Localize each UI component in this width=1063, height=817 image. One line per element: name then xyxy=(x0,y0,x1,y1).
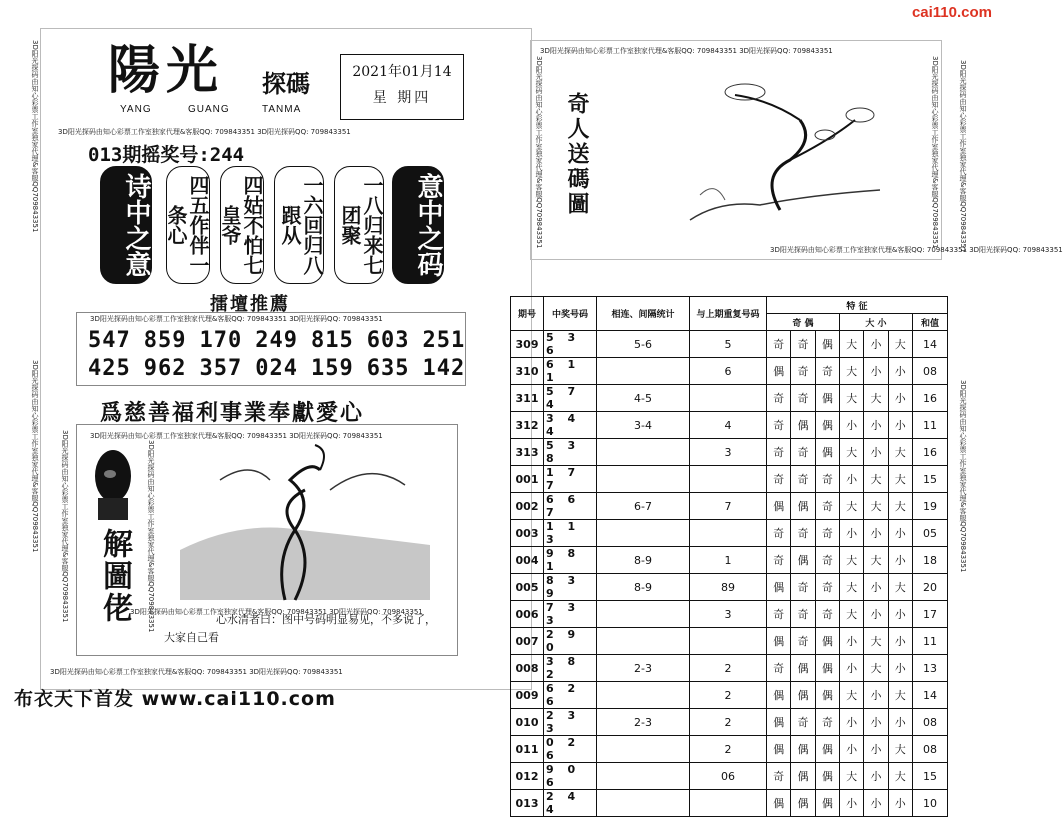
date-box xyxy=(340,54,464,120)
draw-number: 244 xyxy=(209,144,245,166)
cell-digits: 6 1 1 xyxy=(544,358,597,385)
cell-period: 009 xyxy=(511,682,544,709)
cell-repeat xyxy=(690,628,767,655)
cell-repeat: 5 xyxy=(690,331,767,358)
cell-bigsmall: 小 xyxy=(864,709,888,736)
cell-bigsmall: 小 xyxy=(888,358,912,385)
watermark-line-mid: 3D阳光探码由知心彩票工作室独家代理&客服QQ: 709843351 3D阳光探码QQ: 709843351 xyxy=(90,315,383,323)
recommend-number: 159 xyxy=(311,356,354,381)
cell-bigsmall: 小 xyxy=(888,547,912,574)
cell-oddeven: 偶 xyxy=(767,574,791,601)
cell-oddeven: 奇 xyxy=(767,763,791,790)
cell-sum: 14 xyxy=(912,682,947,709)
table-row xyxy=(511,547,948,574)
cell-oddeven: 偶 xyxy=(767,628,791,655)
cell-oddeven: 奇 xyxy=(815,358,839,385)
side-watermark-qi-right: 3D阳光探码由知心彩票工作室独家代理&客服QQ709843351 xyxy=(931,56,939,249)
cell-repeat: 3 xyxy=(690,439,767,466)
cell-bigsmall: 大 xyxy=(888,439,912,466)
cell-sum: 16 xyxy=(912,385,947,412)
cell-bigsmall: 小 xyxy=(888,520,912,547)
cell-bigsmall: 大 xyxy=(864,547,888,574)
cell-repeat: 4 xyxy=(690,412,767,439)
cell-repeat xyxy=(690,385,767,412)
caption-line-2: 大家自己看 xyxy=(164,631,219,644)
cell-oddeven: 奇 xyxy=(815,493,839,520)
cell-bigsmall: 大 xyxy=(839,493,863,520)
cell-sum: 15 xyxy=(912,763,947,790)
cell-oddeven: 奇 xyxy=(767,547,791,574)
cell-sum: 10 xyxy=(912,790,947,817)
cell-oddeven: 偶 xyxy=(815,736,839,763)
cell-bigsmall: 小 xyxy=(864,790,888,817)
cell-oddeven: 奇 xyxy=(791,520,815,547)
side-watermark-jie-inner: 3D阳光探码由知心彩票工作室独家代理&客服QQ709843351 xyxy=(147,440,155,633)
cell-adjacent xyxy=(597,358,690,385)
recommend-number: 635 xyxy=(366,356,410,381)
date-text: 2021年01月14 xyxy=(352,64,452,80)
table-row xyxy=(511,763,948,790)
cell-adjacent xyxy=(597,790,690,817)
cell-repeat: 89 xyxy=(690,574,767,601)
cell-repeat: 2 xyxy=(690,736,767,763)
cell-sum: 08 xyxy=(912,736,947,763)
cell-oddeven: 偶 xyxy=(767,493,791,520)
cell-sum: 14 xyxy=(912,331,947,358)
cell-oddeven: 偶 xyxy=(791,412,815,439)
history-table xyxy=(510,296,948,817)
cell-repeat: 6 xyxy=(690,358,767,385)
cell-bigsmall: 大 xyxy=(864,466,888,493)
recommend-number: 249 xyxy=(255,328,298,353)
cell-bigsmall: 大 xyxy=(839,547,863,574)
poem-line-4: 一八归来七团聚 xyxy=(334,166,384,284)
cell-bigsmall: 大 xyxy=(839,331,863,358)
col-oddeven: 奇 偶 xyxy=(767,314,840,331)
cell-repeat: 2 xyxy=(690,655,767,682)
recommend-number: 547 xyxy=(88,328,131,353)
roman-yang: YANG xyxy=(120,104,152,115)
cell-bigsmall: 大 xyxy=(864,385,888,412)
cell-sum: 19 xyxy=(912,493,947,520)
cell-sum: 13 xyxy=(912,655,947,682)
cell-oddeven: 偶 xyxy=(791,736,815,763)
cell-adjacent xyxy=(597,736,690,763)
cell-period: 003 xyxy=(511,520,544,547)
cell-oddeven: 偶 xyxy=(815,682,839,709)
cell-bigsmall: 大 xyxy=(864,493,888,520)
table-row xyxy=(511,790,948,817)
cell-oddeven: 奇 xyxy=(791,439,815,466)
cell-bigsmall: 小 xyxy=(888,655,912,682)
cell-bigsmall: 大 xyxy=(888,331,912,358)
cell-adjacent xyxy=(597,682,690,709)
cell-digits: 5 3 6 xyxy=(544,331,597,358)
cell-oddeven: 奇 xyxy=(791,331,815,358)
cell-adjacent: 3-4 xyxy=(597,412,690,439)
cell-period: 004 xyxy=(511,547,544,574)
cell-digits: 5 7 4 xyxy=(544,385,597,412)
cell-bigsmall: 大 xyxy=(839,601,863,628)
cell-bigsmall: 小 xyxy=(864,763,888,790)
recommend-number: 603 xyxy=(366,328,410,353)
cell-repeat: 1 xyxy=(690,547,767,574)
cell-bigsmall: 小 xyxy=(864,574,888,601)
cell-oddeven: 偶 xyxy=(791,790,815,817)
cell-bigsmall: 大 xyxy=(888,682,912,709)
table-row xyxy=(511,574,948,601)
side-watermark-left-lower: 3D阳光探码由知心彩票工作室独家代理&客服QQ709843351 xyxy=(31,360,39,553)
cell-bigsmall: 小 xyxy=(839,628,863,655)
col-repeat: 与上期重复号码 xyxy=(690,297,767,331)
portrait-icon xyxy=(90,446,136,522)
cell-period: 005 xyxy=(511,574,544,601)
poem-line-2: 四姑不怕七皇爷 xyxy=(220,166,264,284)
cell-bigsmall: 小 xyxy=(839,466,863,493)
recommend-number: 962 xyxy=(143,356,187,381)
cell-adjacent: 2-3 xyxy=(597,655,690,682)
cell-bigsmall: 小 xyxy=(864,331,888,358)
col-win: 中奖号码 xyxy=(544,297,597,331)
numbers-row-2 xyxy=(88,356,478,381)
cell-sum: 17 xyxy=(912,601,947,628)
logo-title: 陽光 xyxy=(108,40,225,101)
cell-oddeven: 奇 xyxy=(791,358,815,385)
cell-repeat: 3 xyxy=(690,601,767,628)
draw-result xyxy=(88,140,244,167)
cell-oddeven: 奇 xyxy=(767,412,791,439)
cell-sum: 08 xyxy=(912,358,947,385)
cell-bigsmall: 小 xyxy=(888,709,912,736)
cell-oddeven: 偶 xyxy=(815,331,839,358)
watermark-line-jie-bottom: 3D阳光探码由知心彩票工作室独家代理&客服QQ: 709843351 3D阳光探码QQ: 709843351 xyxy=(130,608,423,616)
roman-guang: GUANG xyxy=(188,104,230,115)
side-watermark-right: 3D阳光探码由知心彩票工作室独家代理&客服QQ709843351 xyxy=(959,60,967,253)
cell-adjacent: 2-3 xyxy=(597,709,690,736)
table-row xyxy=(511,736,948,763)
roman-tanma: TANMA xyxy=(262,104,302,115)
cell-repeat: 2 xyxy=(690,682,767,709)
cell-sum: 11 xyxy=(912,628,947,655)
recommend-number: 251 xyxy=(422,328,466,353)
cell-sum: 20 xyxy=(912,574,947,601)
side-watermark-right-lower: 3D阳光探码由知心彩票工作室独家代理&客服QQ709843351 xyxy=(959,380,967,573)
cell-bigsmall: 小 xyxy=(839,655,863,682)
cell-bigsmall: 大 xyxy=(888,493,912,520)
cell-oddeven: 奇 xyxy=(815,601,839,628)
cell-repeat: 7 xyxy=(690,493,767,520)
cell-repeat: 06 xyxy=(690,763,767,790)
table-row xyxy=(511,682,948,709)
cell-oddeven: 偶 xyxy=(791,493,815,520)
watermark-line-top: 3D阳光探码由知心彩票工作室独家代理&客服QQ: 709843351 3D阳光探码QQ: 709843351 xyxy=(58,128,351,136)
cell-period: 311 xyxy=(511,385,544,412)
cell-bigsmall: 大 xyxy=(839,358,863,385)
col-period: 期号 xyxy=(511,297,544,331)
cell-bigsmall: 大 xyxy=(864,655,888,682)
recommend-number: 024 xyxy=(255,356,298,381)
cell-bigsmall: 大 xyxy=(839,385,863,412)
cell-oddeven: 奇 xyxy=(815,547,839,574)
col-feature: 特 征 xyxy=(767,297,948,314)
table-row xyxy=(511,331,948,358)
cell-adjacent: 6-7 xyxy=(597,493,690,520)
watermark-line-qi-bottom: 3D阳光探码由知心彩票工作室独家代理&客服QQ: 709843351 3D阳光探码QQ: 709843351 xyxy=(770,246,1063,254)
table-row xyxy=(511,655,948,682)
caption-line-1: 心水清者曰：图中号码明显易见，不多说了， xyxy=(216,613,436,626)
cell-period: 013 xyxy=(511,790,544,817)
cell-period: 012 xyxy=(511,763,544,790)
cell-adjacent xyxy=(597,763,690,790)
cell-sum: 16 xyxy=(912,439,947,466)
cell-sum: 05 xyxy=(912,520,947,547)
cell-period: 008 xyxy=(511,655,544,682)
site-watermark: cai110.com xyxy=(911,4,992,21)
cell-digits: 6 2 6 xyxy=(544,682,597,709)
cell-oddeven: 偶 xyxy=(791,655,815,682)
cell-period: 310 xyxy=(511,358,544,385)
recommend-number: 170 xyxy=(199,328,243,353)
cell-oddeven: 奇 xyxy=(815,466,839,493)
recommend-title: 擂壇推薦 xyxy=(210,294,290,315)
cell-bigsmall: 小 xyxy=(864,358,888,385)
cell-oddeven: 偶 xyxy=(791,682,815,709)
table-row xyxy=(511,493,948,520)
cell-oddeven: 奇 xyxy=(791,601,815,628)
branch-sketch-icon xyxy=(680,80,900,230)
cell-oddeven: 奇 xyxy=(767,601,791,628)
cell-digits: 9 8 1 xyxy=(544,547,597,574)
watermark-line-jie: 3D阳光探码由知心彩票工作室独家代理&客服QQ: 709843351 3D阳光探码QQ: 709843351 xyxy=(90,432,383,440)
qi-label: 奇人送碼圖 xyxy=(564,92,590,217)
recommend-number: 859 xyxy=(143,328,187,353)
table-row xyxy=(511,412,948,439)
logo-subtitle: 探碼 xyxy=(262,69,310,98)
cell-bigsmall: 大 xyxy=(839,574,863,601)
cell-oddeven: 奇 xyxy=(815,574,839,601)
cell-digits: 8 3 9 xyxy=(544,574,597,601)
cell-sum: 18 xyxy=(912,547,947,574)
cell-adjacent: 8-9 xyxy=(597,547,690,574)
cell-bigsmall: 小 xyxy=(839,736,863,763)
watermark-line-bottom: 3D阳光探码由知心彩票工作室独家代理&客服QQ: 709843351 3D阳光探码QQ: 709843351 xyxy=(50,668,343,676)
cell-oddeven: 偶 xyxy=(815,385,839,412)
cell-period: 309 xyxy=(511,331,544,358)
cell-digits: 1 7 7 xyxy=(544,466,597,493)
cell-bigsmall: 小 xyxy=(888,601,912,628)
cell-bigsmall: 小 xyxy=(888,790,912,817)
cell-oddeven: 偶 xyxy=(791,763,815,790)
cell-bigsmall: 大 xyxy=(839,763,863,790)
cell-bigsmall: 小 xyxy=(864,439,888,466)
cell-oddeven: 偶 xyxy=(815,790,839,817)
cell-bigsmall: 小 xyxy=(888,412,912,439)
cell-oddeven: 奇 xyxy=(815,709,839,736)
cell-bigsmall: 小 xyxy=(864,601,888,628)
cell-adjacent: 4-5 xyxy=(597,385,690,412)
cell-digits: 7 3 3 xyxy=(544,601,597,628)
cell-sum: 08 xyxy=(912,709,947,736)
col-bigsmall: 大 小 xyxy=(839,314,912,331)
watermark-line-qi: 3D阳光探码由知心彩票工作室独家代理&客服QQ: 709843351 3D阳光探码QQ: 709843351 xyxy=(540,47,833,55)
poem-left-label: 诗中之意 xyxy=(100,166,152,284)
table-row xyxy=(511,439,948,466)
draw-label: 013期摇奖号: xyxy=(88,144,210,166)
recommend-number: 425 xyxy=(88,356,131,381)
cell-period: 002 xyxy=(511,493,544,520)
cell-bigsmall: 小 xyxy=(864,520,888,547)
cell-bigsmall: 小 xyxy=(839,412,863,439)
cell-bigsmall: 大 xyxy=(839,439,863,466)
recommend-number: 815 xyxy=(311,328,354,353)
recommend-number: 357 xyxy=(199,356,243,381)
cell-bigsmall: 小 xyxy=(864,736,888,763)
cell-oddeven: 偶 xyxy=(815,412,839,439)
cell-oddeven: 奇 xyxy=(791,574,815,601)
cell-period: 001 xyxy=(511,466,544,493)
cell-oddeven: 奇 xyxy=(767,466,791,493)
col-sum: 和值 xyxy=(912,314,947,331)
cell-oddeven: 偶 xyxy=(767,736,791,763)
cell-sum: 11 xyxy=(912,412,947,439)
cell-digits: 0 2 6 xyxy=(544,736,597,763)
cell-period: 313 xyxy=(511,439,544,466)
table-row xyxy=(511,601,948,628)
cell-oddeven: 奇 xyxy=(767,385,791,412)
cell-oddeven: 偶 xyxy=(791,547,815,574)
cell-bigsmall: 小 xyxy=(839,520,863,547)
cell-oddeven: 偶 xyxy=(767,682,791,709)
cell-period: 007 xyxy=(511,628,544,655)
cell-digits: 3 8 2 xyxy=(544,655,597,682)
cell-repeat xyxy=(690,520,767,547)
cell-adjacent xyxy=(597,439,690,466)
table-row xyxy=(511,628,948,655)
cell-oddeven: 偶 xyxy=(767,790,791,817)
poem-right-label: 意中之码 xyxy=(392,166,444,284)
cell-bigsmall: 小 xyxy=(888,385,912,412)
cell-period: 312 xyxy=(511,412,544,439)
cell-adjacent xyxy=(597,601,690,628)
cell-period: 011 xyxy=(511,736,544,763)
cell-bigsmall: 大 xyxy=(864,628,888,655)
table-row xyxy=(511,385,948,412)
cell-adjacent xyxy=(597,628,690,655)
cell-oddeven: 奇 xyxy=(791,628,815,655)
cell-repeat: 2 xyxy=(690,709,767,736)
cell-bigsmall: 小 xyxy=(864,682,888,709)
cell-bigsmall: 小 xyxy=(864,412,888,439)
cell-sum: 15 xyxy=(912,466,947,493)
cell-oddeven: 偶 xyxy=(815,439,839,466)
cell-repeat xyxy=(690,466,767,493)
cell-period: 006 xyxy=(511,601,544,628)
cell-bigsmall: 小 xyxy=(888,628,912,655)
cell-oddeven: 奇 xyxy=(791,385,815,412)
cell-digits: 6 6 7 xyxy=(544,493,597,520)
cell-adjacent xyxy=(597,520,690,547)
cell-bigsmall: 大 xyxy=(888,466,912,493)
cell-oddeven: 奇 xyxy=(791,466,815,493)
cell-bigsmall: 小 xyxy=(839,709,863,736)
side-watermark-jie: 3D阳光探码由知心彩票工作室独家代理&客服QQ709843351 xyxy=(61,430,69,623)
side-watermark-left: 3D阳光探码由知心彩票工作室独家代理&客服QQ709843351 xyxy=(31,40,39,233)
cell-oddeven: 偶 xyxy=(767,358,791,385)
cell-digits: 3 4 4 xyxy=(544,412,597,439)
cell-oddeven: 奇 xyxy=(767,439,791,466)
cell-digits: 2 3 3 xyxy=(544,709,597,736)
cell-adjacent: 5-6 xyxy=(597,331,690,358)
col-adj: 相连、间隔统计 xyxy=(597,297,690,331)
cell-oddeven: 奇 xyxy=(767,331,791,358)
cell-oddeven: 偶 xyxy=(767,709,791,736)
table-row xyxy=(511,709,948,736)
poem-line-3: 一六回归八跟从 xyxy=(274,166,324,284)
cell-oddeven: 奇 xyxy=(815,520,839,547)
cell-digits: 2 4 4 xyxy=(544,790,597,817)
cell-digits: 2 9 0 xyxy=(544,628,597,655)
cell-digits: 1 1 3 xyxy=(544,520,597,547)
plant-sketch-icon xyxy=(180,450,430,600)
cell-oddeven: 奇 xyxy=(767,520,791,547)
poem-line-1: 四五作伴一条心 xyxy=(166,166,210,284)
charity-slogan: 爲慈善福利事業奉獻愛心 xyxy=(100,400,365,426)
table-row xyxy=(511,358,948,385)
cell-bigsmall: 大 xyxy=(888,574,912,601)
cell-digits: 9 0 6 xyxy=(544,763,597,790)
footer-text: 布衣天下首发 www.cai110.com xyxy=(14,688,336,710)
weekday-text: 星 期四 xyxy=(372,90,432,106)
cell-oddeven: 偶 xyxy=(815,763,839,790)
jie-label: 解圖佬 xyxy=(97,528,132,624)
cell-adjacent xyxy=(597,466,690,493)
table-row xyxy=(511,466,948,493)
cell-repeat xyxy=(690,790,767,817)
cell-oddeven: 偶 xyxy=(815,655,839,682)
cell-bigsmall: 大 xyxy=(888,763,912,790)
cell-period: 010 xyxy=(511,709,544,736)
cell-oddeven: 奇 xyxy=(791,709,815,736)
cell-bigsmall: 小 xyxy=(839,790,863,817)
cell-bigsmall: 大 xyxy=(888,736,912,763)
side-watermark-qi: 3D阳光探码由知心彩票工作室独家代理&客服QQ709843351 xyxy=(535,56,543,249)
cell-bigsmall: 大 xyxy=(839,682,863,709)
cell-oddeven: 偶 xyxy=(815,628,839,655)
table-row xyxy=(511,520,948,547)
cell-oddeven: 奇 xyxy=(767,655,791,682)
cell-adjacent: 8-9 xyxy=(597,574,690,601)
cell-digits: 5 3 8 xyxy=(544,439,597,466)
recommend-number: 142 xyxy=(422,356,466,381)
numbers-row-1 xyxy=(88,328,478,353)
